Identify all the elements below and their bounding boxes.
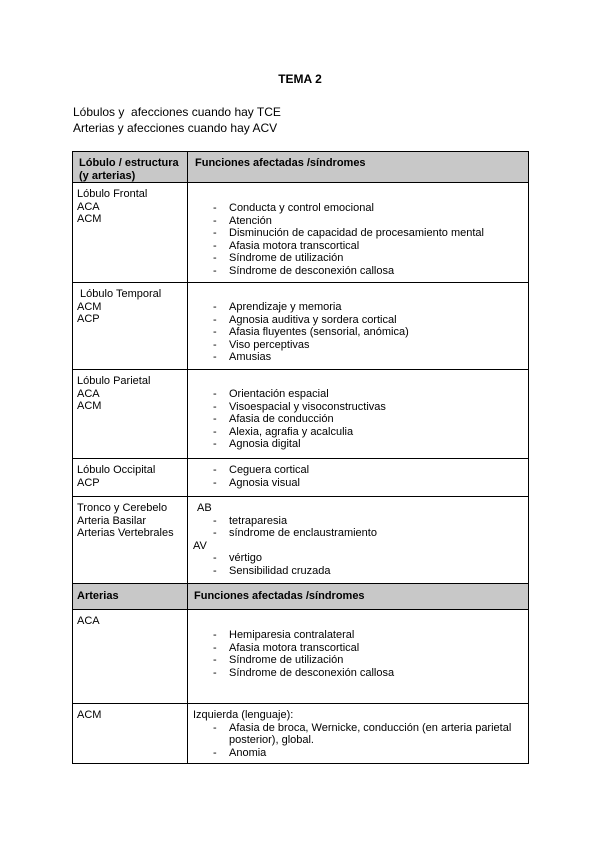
list-item: - Síndrome de utilización bbox=[213, 252, 528, 265]
header-functions-2: Funciones afectadas /síndromes bbox=[194, 590, 365, 602]
list-item: - Síndrome de utilización bbox=[213, 654, 528, 667]
row-label: Lóbulo Frontal bbox=[77, 188, 148, 200]
table-row-tronco bbox=[73, 497, 529, 584]
arteries-header-row bbox=[73, 584, 529, 610]
list-item: - vértigo bbox=[213, 552, 528, 565]
table-row-parietal bbox=[73, 370, 529, 459]
intro-line-tce: Lóbulos y afecciones cuando hay TCE bbox=[73, 105, 281, 119]
row-artery: Arteria Basilar bbox=[77, 514, 147, 527]
list-item: - Sensibilidad cruzada bbox=[213, 565, 528, 578]
syndromes-table bbox=[72, 151, 529, 764]
table-row-frontal bbox=[73, 183, 529, 283]
list-item: - Anomia bbox=[213, 747, 522, 760]
table-header-row bbox=[73, 152, 529, 183]
list-item: - Síndrome de desconexión callosa bbox=[213, 667, 528, 680]
row-artery: ACM bbox=[77, 213, 102, 225]
list-item: - Afasia de conducción bbox=[213, 413, 528, 426]
list-item: - Agnosia visual bbox=[213, 477, 528, 490]
row-label: Lóbulo Occipital bbox=[77, 464, 156, 476]
list-item: - Alexia, agrafia y acalculia bbox=[213, 426, 528, 439]
list-item: - Síndrome de desconexión callosa bbox=[213, 265, 528, 278]
list-item: - Afasia de broca, Wernicke, conducción (en arteria parietal posterior), global. bbox=[213, 722, 522, 747]
list-item: - Agnosia digital bbox=[213, 438, 528, 451]
row-artery: ACP bbox=[77, 476, 100, 489]
row-artery: ACP bbox=[77, 313, 100, 325]
list-item: - Visoespacial y visoconstructivas bbox=[213, 401, 528, 414]
list-item: - tetraparesia bbox=[213, 515, 528, 528]
table-row-occipital bbox=[73, 459, 529, 497]
intro-line-acv: Arterias y afecciones cuando hay ACV bbox=[73, 121, 278, 135]
table-row-aca bbox=[73, 610, 529, 704]
group-label-av: AV bbox=[193, 539, 207, 552]
acm-intro: Izquierda (lenguaje): bbox=[193, 709, 294, 721]
list-item: - Aprendizaje y memoria bbox=[213, 301, 528, 314]
header-functions: Funciones afectadas /síndromes bbox=[195, 157, 366, 169]
list-item: - Ceguera cortical bbox=[213, 464, 528, 477]
list-item: - Atención bbox=[213, 215, 528, 228]
row-label: Lóbulo Temporal bbox=[77, 288, 162, 300]
row-label: Tronco y Cerebelo bbox=[77, 502, 168, 514]
row-artery: ACA bbox=[77, 200, 100, 213]
list-item: - Viso perceptivas bbox=[213, 339, 528, 352]
header-structure: Lóbulo / estructura (y arterias) bbox=[79, 157, 179, 182]
header-arteries: Arterias bbox=[77, 590, 119, 602]
list-item: - Agnosia auditiva y sordera cortical bbox=[213, 314, 528, 327]
intro-text bbox=[73, 104, 281, 136]
group-label-ab: AB bbox=[197, 502, 212, 514]
row-artery: Arterias Vertebrales bbox=[77, 527, 174, 539]
row-artery: ACM bbox=[77, 400, 102, 412]
list-item: - Afasia fluyentes (sensorial, anómica) bbox=[213, 326, 528, 339]
list-item: - síndrome de enclaustramiento bbox=[213, 527, 528, 540]
list-item: - Afasia motora transcortical bbox=[213, 240, 528, 253]
row-label: ACA bbox=[77, 615, 100, 627]
row-artery: ACM bbox=[77, 300, 102, 313]
list-item: - Conducta y control emocional bbox=[213, 202, 528, 215]
page-title: TEMA 2 bbox=[278, 72, 322, 86]
table-row-acm bbox=[73, 704, 529, 764]
list-item: - Disminución de capacidad de procesamiento mental bbox=[213, 227, 528, 240]
row-label: Lóbulo Parietal bbox=[77, 375, 151, 387]
row-label: ACM bbox=[77, 709, 102, 721]
list-item: - Amusias bbox=[213, 351, 528, 364]
list-item: - Orientación espacial bbox=[213, 388, 528, 401]
list-item: - Afasia motora transcortical bbox=[213, 642, 528, 655]
list-item: - Hemiparesia contralateral bbox=[213, 629, 528, 642]
row-artery: ACA bbox=[77, 387, 100, 400]
table-row-temporal bbox=[73, 283, 529, 370]
